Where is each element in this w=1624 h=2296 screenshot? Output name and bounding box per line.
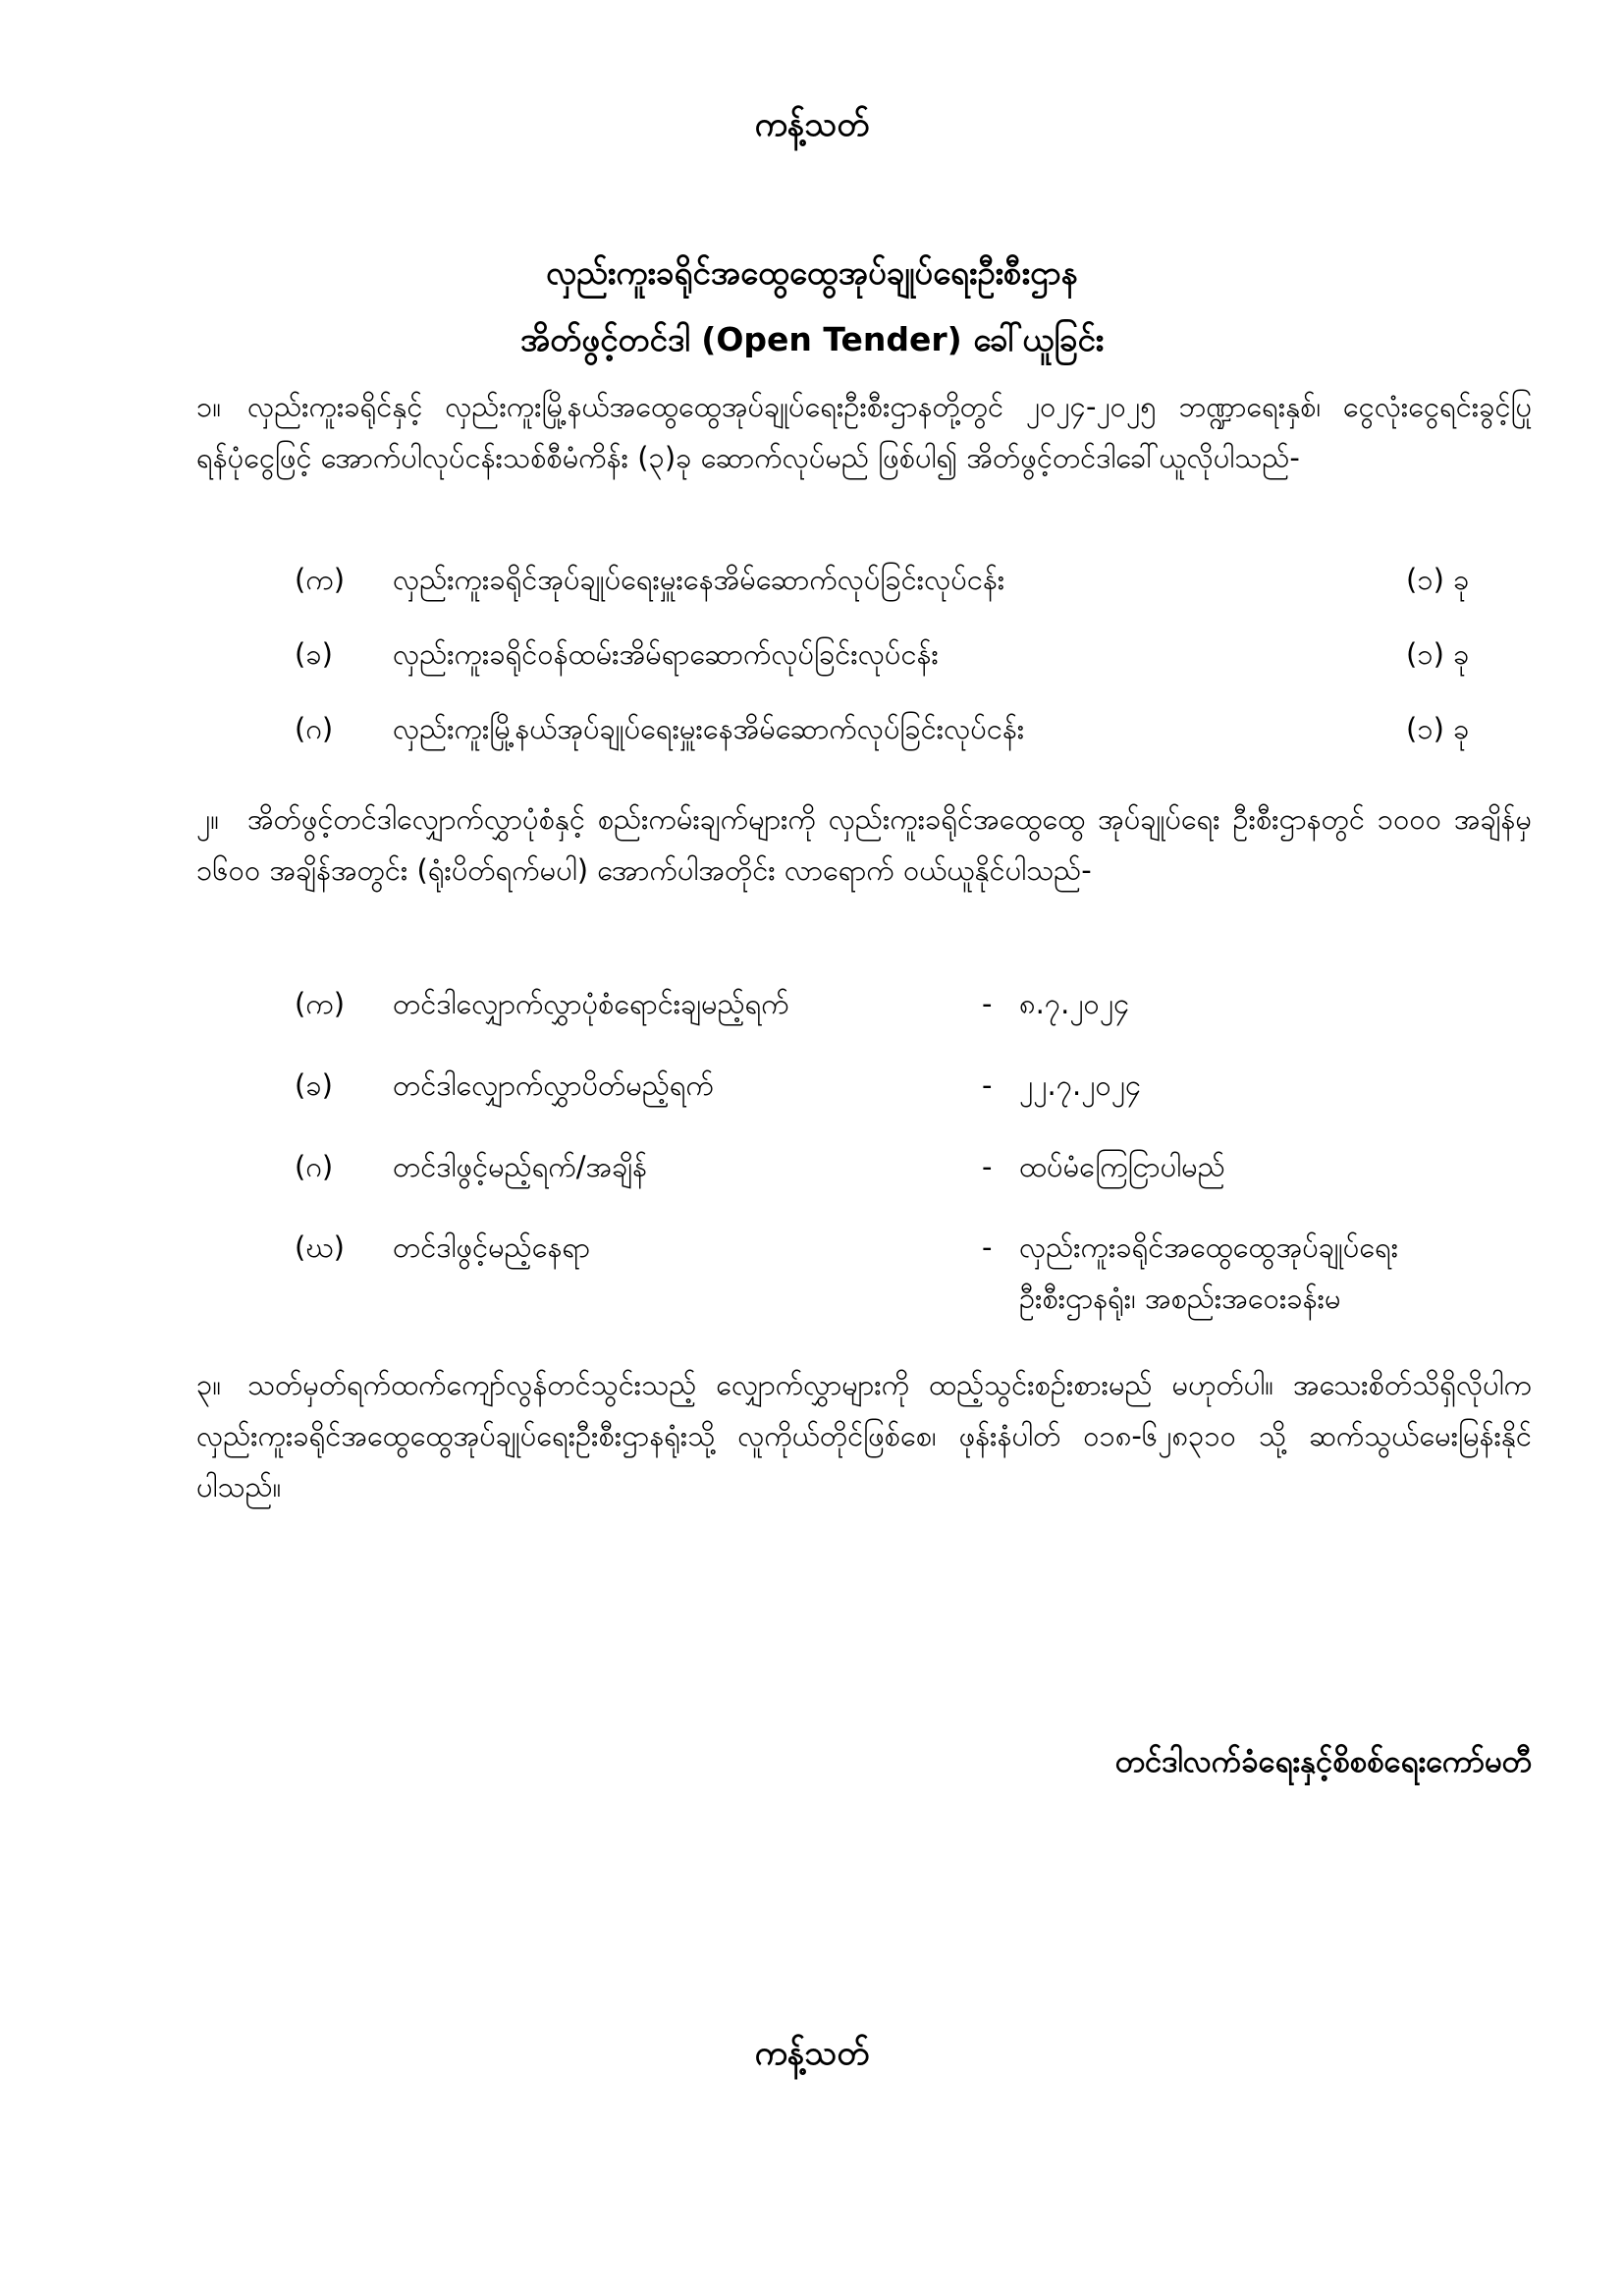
item-marker: (ခ) [295,1068,333,1102]
item-quantity: (၁) ခု [1406,563,1470,596]
paragraph-text: လှည်းကူးခရိုင်နှင့် လှည်းကူးမြို့နယ်အထွေထွေအုပ်ချုပ်ရေးဦးစီးဌာနတို့တွင် ၂၀၂၄-၂၀၂၅ ဘဏ္ဍာရေးနှစ်၊ ငွေလုံးငွေရင်းခွင့်ပြုရန်ပုံငွေဖြင့် အောက်ပါလုပ်ငန်းသစ်စီမံကိန်း (၃)ခု ဆောက်လုပ်မည် ဖြစ်ပါ၍ အိတ်ဖွင့်တင်ဒါခေါ်ယူလိုပါသည်- [196,390,1532,474]
schedule-label: တင်ဒါဖွင့်မည့်နေရာ [393,1230,591,1264]
paragraph-3 [196,1359,1532,1512]
schedule-dash: - [982,1230,993,1264]
schedule-value: ထပ်မံကြေငြာပါမည် [1019,1150,1225,1183]
item-marker: (ဂ) [295,1150,334,1183]
paragraph-2 [196,793,1532,896]
item-text: လှည်းကူးခရိုင်ဝန်ထမ်းအိမ်ရာဆောက်လုပ်ခြင်းလုပ်ငန်း [393,637,939,671]
schedule-dash: - [982,987,993,1020]
item-quantity: (၁) ခု [1406,637,1470,671]
schedule-dash: - [982,1150,993,1183]
tender-title: အိတ်ဖွင့်တင်ဒါ (Open Tender) ခေါ်ယူခြင်း [519,320,1105,358]
paragraph-text: သတ်မှတ်ရက်ထက်ကျော်လွန်တင်သွင်းသည့် လျှောက်လွှာများကို ထည့်သွင်းစဉ်းစားမည် မဟုတ်ပါ။ အသေးစိတ်သိရှိလိုပါက လှည်းကူးခရိုင်အထွေထွေအုပ်ချုပ်ရေးဦးစီးဌာနရုံးသို့ လူကိုယ်တိုင်ဖြစ်စေ၊ ဖုန်းနံပါတ် ၀၁၈-၆၂၈၃၁၀ သို့ ဆက်သွယ်မေးမြန်းနိုင်ပါသည်။ [196,1368,1532,1503]
classification-footer: ကန့်သတ် [754,2034,870,2073]
schedule-value: လှည်းကူးခရိုင်အထွေထွေအုပ်ချုပ်ရေး [1019,1230,1399,1264]
schedule-label: တင်ဒါလျှောက်လွှာပုံစံရောင်းချမည့်ရက် [393,987,789,1020]
paragraph-number: ၂။ [196,802,220,836]
item-marker: (က) [295,563,346,596]
item-marker: (က) [295,987,346,1020]
schedule-dash: - [982,1068,993,1102]
schedule-label: တင်ဒါဖွင့်မည့်ရက်/အချိန် [393,1150,648,1183]
item-marker: (ခ) [295,637,333,671]
paragraph-1 [196,381,1532,483]
item-quantity: (၁) ခု [1406,712,1470,745]
paragraph-number: ၁။ [196,390,222,423]
committee-signature: တင်ဒါလက်ခံရေးနှင့်စိစစ်ရေးကော်မတီ [1114,1744,1532,1779]
item-text: လှည်းကူးခရိုင်အုပ်ချုပ်ရေးမှူးနေအိမ်ဆောက်လုပ်ခြင်းလုပ်ငန်း [393,563,1005,596]
paragraph-number: ၃။ [196,1368,222,1401]
department-title: လှည်းကူးခရိုင်အထွေထွေအုပ်ချုပ်ရေးဦးစီးဌာန [546,253,1078,292]
schedule-value: ၈.၇.၂၀၂၄ [1019,987,1130,1020]
schedule-label: တင်ဒါလျှောက်လွှာပိတ်မည့်ရက် [393,1068,714,1102]
paragraph-text: အိတ်ဖွင့်တင်ဒါလျှောက်လွှာပုံစံနှင့် စည်းကမ်းချက်များကို လှည်းကူးခရိုင်အထွေထွေ အုပ်ချုပ်ရေး ဦးစီးဌာနတွင် ၁၀၀၀ အချိန်မှ ၁၆၀၀ အချိန်အတွင်း (ရုံးပိတ်ရက်မပါ) အောက်ပါအတိုင်း လာရောက် ဝယ်ယူနိုင်ပါသည်- [196,802,1532,887]
item-text: လှည်းကူးမြို့နယ်အုပ်ချုပ်ရေးမှူးနေအိမ်ဆောက်လုပ်ခြင်းလုပ်ငန်း [393,712,1025,745]
item-marker: (ဂ) [295,712,334,745]
schedule-value: ၂၂.၇.၂၀၂၄ [1019,1068,1142,1102]
classification-header: ကန့်သတ် [754,105,870,144]
schedule-value-continued: ဦးစီးဌာနရုံး၊ အစည်းအဝေးခန်းမ [1019,1282,1341,1315]
item-marker: (ဃ) [295,1230,345,1264]
